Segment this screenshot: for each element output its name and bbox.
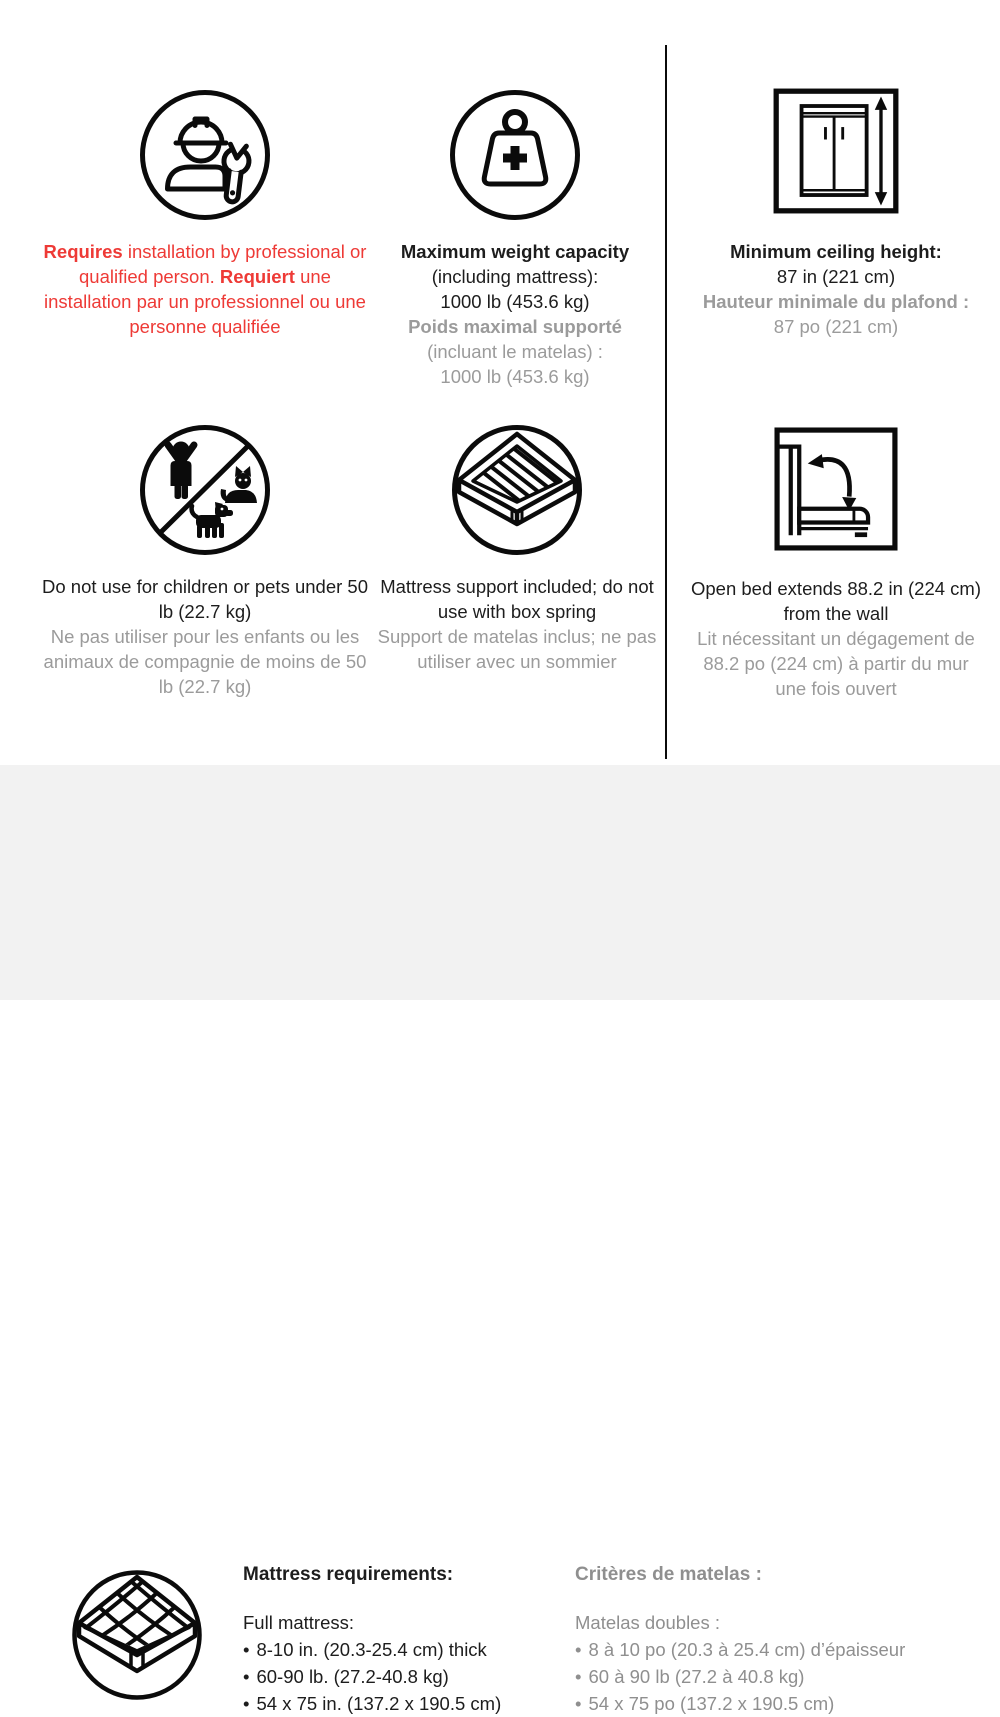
mattress-req-title-en: Mattress requirements:	[243, 1564, 454, 1585]
mattress-requirements-band	[0, 765, 1000, 1714]
list-item	[243, 1690, 563, 1717]
children-pets-fr: Ne pas utiliser pour les enfants ou les animaux de compagnie de moins de 50 lb (22.7 kg)	[43, 626, 367, 697]
list-item	[243, 1663, 563, 1690]
installation-en-bold: Requires	[43, 241, 123, 262]
weight-en-line2: (including mattress):	[431, 266, 599, 287]
ceiling-height-icon	[769, 84, 903, 218]
mattress-req-list-en	[243, 1636, 563, 1717]
list-item	[575, 1636, 975, 1663]
weight-fr-line3: 1000 lb (453.6 kg)	[440, 366, 590, 387]
ceiling-en-value: 87 in (221 cm)	[776, 266, 896, 287]
weight-capacity-icon	[445, 85, 585, 225]
mattress-req-title-fr: Critères de matelas :	[575, 1564, 762, 1585]
weight-en-title: Maximum weight capacity	[400, 241, 630, 262]
bullet: •	[575, 1639, 582, 1660]
card-open-bed	[690, 423, 982, 701]
bullet: •	[575, 1693, 582, 1714]
ceiling-en-title: Minimum ceiling height:	[730, 241, 942, 262]
bullet: •	[575, 1666, 582, 1687]
weight-fr-line2: (incluant le matelas) :	[427, 341, 603, 362]
list-item	[575, 1663, 975, 1690]
open-bed-clearance-icon	[770, 423, 902, 555]
mattress-req-fr-item-1: 8 à 10 po (20.3 à 25.4 cm) d’épaisseur	[588, 1639, 906, 1660]
mattress-req-fr-item-2: 60 à 90 lb (27.2 à 40.8 kg)	[588, 1666, 805, 1687]
weight-fr-title: Poids maximal supporté	[408, 316, 622, 337]
mattress-req-fr-item-3: 54 x 75 po (137.2 x 190.5 cm)	[588, 1693, 835, 1714]
open-bed-fr: Lit nécessitant un dégagement de 88.2 po (224 cm) à partir du mur une fois ouvert	[697, 628, 975, 699]
mattress-req-en-item-1: 8-10 in. (20.3-25.4 cm) thick	[256, 1639, 487, 1660]
ceiling-fr-title: Hauteur minimale du plafond :	[702, 291, 970, 312]
bullet: •	[243, 1666, 250, 1687]
support-fr: Support de matelas inclus; ne pas utiliser avec un sommier	[377, 626, 657, 672]
card-weight-capacity	[367, 85, 663, 389]
mattress-requirements-en	[243, 1562, 563, 1717]
list-item	[575, 1690, 975, 1717]
ceiling-text	[703, 239, 969, 339]
list-item	[243, 1636, 563, 1663]
mattress-icon	[67, 1565, 207, 1705]
bullet: •	[243, 1693, 250, 1714]
mattress-req-subtitle-fr: Matelas doubles :	[575, 1612, 721, 1633]
installation-fr-rest: une installation par un professionnel ou une personne qualifiée	[44, 266, 366, 337]
mattress-req-subtitle-en: Full mattress:	[243, 1612, 355, 1633]
open-bed-text	[690, 576, 982, 701]
open-bed-en: Open bed extends 88.2 in (224 cm) from the wall	[690, 578, 981, 624]
mattress-req-en-item-2: 60-90 lb. (27.2-40.8 kg)	[256, 1666, 449, 1687]
installation-text	[40, 239, 370, 339]
mattress-req-en-item-3: 54 x 75 in. (137.2 x 190.5 cm)	[256, 1693, 502, 1714]
bullet: •	[243, 1639, 250, 1660]
no-children-pets-icon	[135, 420, 275, 560]
children-pets-en: Do not use for children or pets under 50 lb (22.7 kg)	[42, 576, 368, 622]
weight-text	[401, 239, 629, 389]
support-en: Mattress support included; do not use with box spring	[380, 576, 654, 622]
weight-en-line3: 1000 lb (453.6 kg)	[440, 291, 590, 312]
slatted-support-icon	[447, 420, 587, 560]
installation-fr-bold: Requiert	[219, 266, 295, 287]
card-no-children-pets	[40, 420, 370, 699]
mattress-req-list-fr	[575, 1636, 975, 1717]
ceiling-fr-value: 87 po (221 cm)	[773, 316, 899, 337]
support-text	[367, 574, 667, 674]
card-installation	[40, 85, 370, 358]
card-mattress-support	[367, 420, 667, 674]
installer-wrench-icon	[135, 85, 275, 225]
children-pets-text	[40, 574, 370, 699]
card-ceiling-height	[690, 84, 982, 339]
installation-en-rest: installation by professional or qualified person.	[79, 241, 367, 287]
mattress-requirements-fr	[575, 1562, 975, 1717]
